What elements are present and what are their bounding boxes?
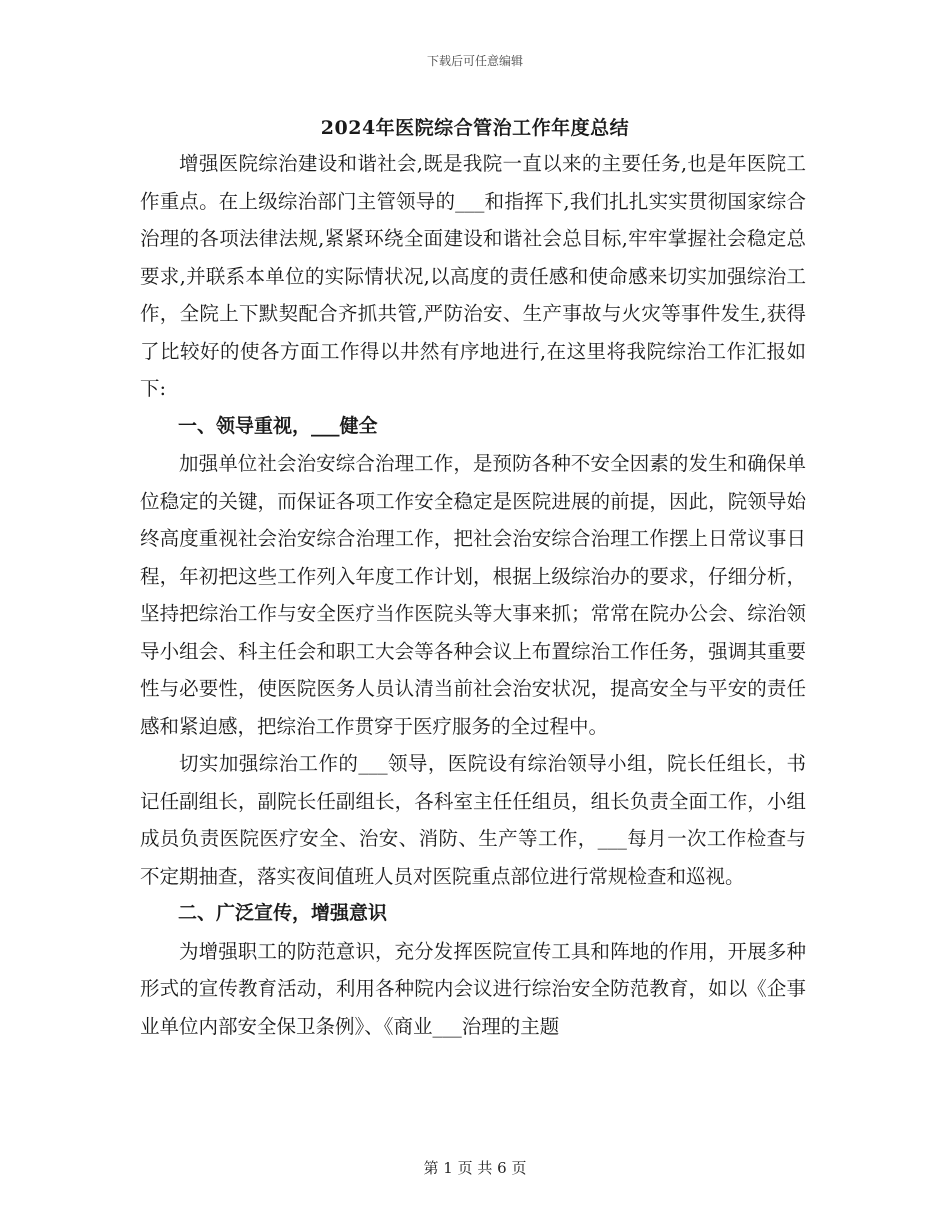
document-title: 2024年医院综合管治工作年度总结 — [320, 117, 630, 139]
intro-paragraph: 增强医院综治建设和谐社会,既是我院一直以来的主要任务,也是年医院工作重点。在上级综治部门主管领导的___和指挥下,我们扎扎实实贯彻国家综合治理的各项法律法规,紧紧环绕全面建设和谐社会总目标,牢牢掌握社会稳定总要求,并联系本单位的实际情状况,以高度的责任感和使命感来切实加强综治工作，全院上下默契配合齐抓共管,严防治安、生产事故与火灾等事件发生,获得了比较好的使各方面工作得以井然有序地进行,在这里将我院综治工作汇报如下: — [140, 152, 806, 400]
section-heading-1: 一、领导重视，___健全 — [178, 414, 378, 437]
body-paragraph: 切实加强综治工作的___领导，医院设有综治领导小组，院长任组长，书记任副组长，副院长任副组长，各科室主任任组员，组长负责全面工作，小组成员负责医院医疗安全、治安、消防、生产等工作，___每月一次工作检查与不定期抽查，落实夜间值班人员对医院重点部位进行常规检查和巡视。 — [140, 752, 806, 888]
page-header: 下载后可任意编辑 — [426, 54, 523, 68]
page-number: 第 1 页 共 6 页 — [423, 1159, 527, 1177]
section-heading-2: 二、广泛宣传，增强意识 — [178, 902, 388, 924]
document-body — [140, 145, 806, 1045]
body-paragraph: 加强单位社会治安综合治理工作，是预防各种不安全因素的发生和确保单位稳定的关键，而保证各项工作安全稳定是医院进展的前提，因此，院领导始终高度重视社会治安综合治理工作，把社会治安综合治理工作摆上日常议事日程，年初把这些工作列入年度工作计划，根据上级综治办的要求，仔细分析，坚持把综治工作与安全医疗当作医院头等大事来抓；常常在院办公会、综治领导小组会、科主任会和职工大会等各种会议上布置综治工作任务，强调其重要性与必要性，使医院医务人员认清当前社会治安状况，提高安全与平安的责任感和紧迫感，把综治工作贯穿于医疗服务的全过程中。 — [140, 452, 806, 738]
body-paragraph: 为增强职工的防范意识，充分发挥医院宣传工具和阵地的作用，开展多种形式的宣传教育活动，利用各种院内会议进行综治安全防范教育，如以《企事业单位内部安全保卫条例》、《商业___治理的主题 — [140, 939, 806, 1038]
